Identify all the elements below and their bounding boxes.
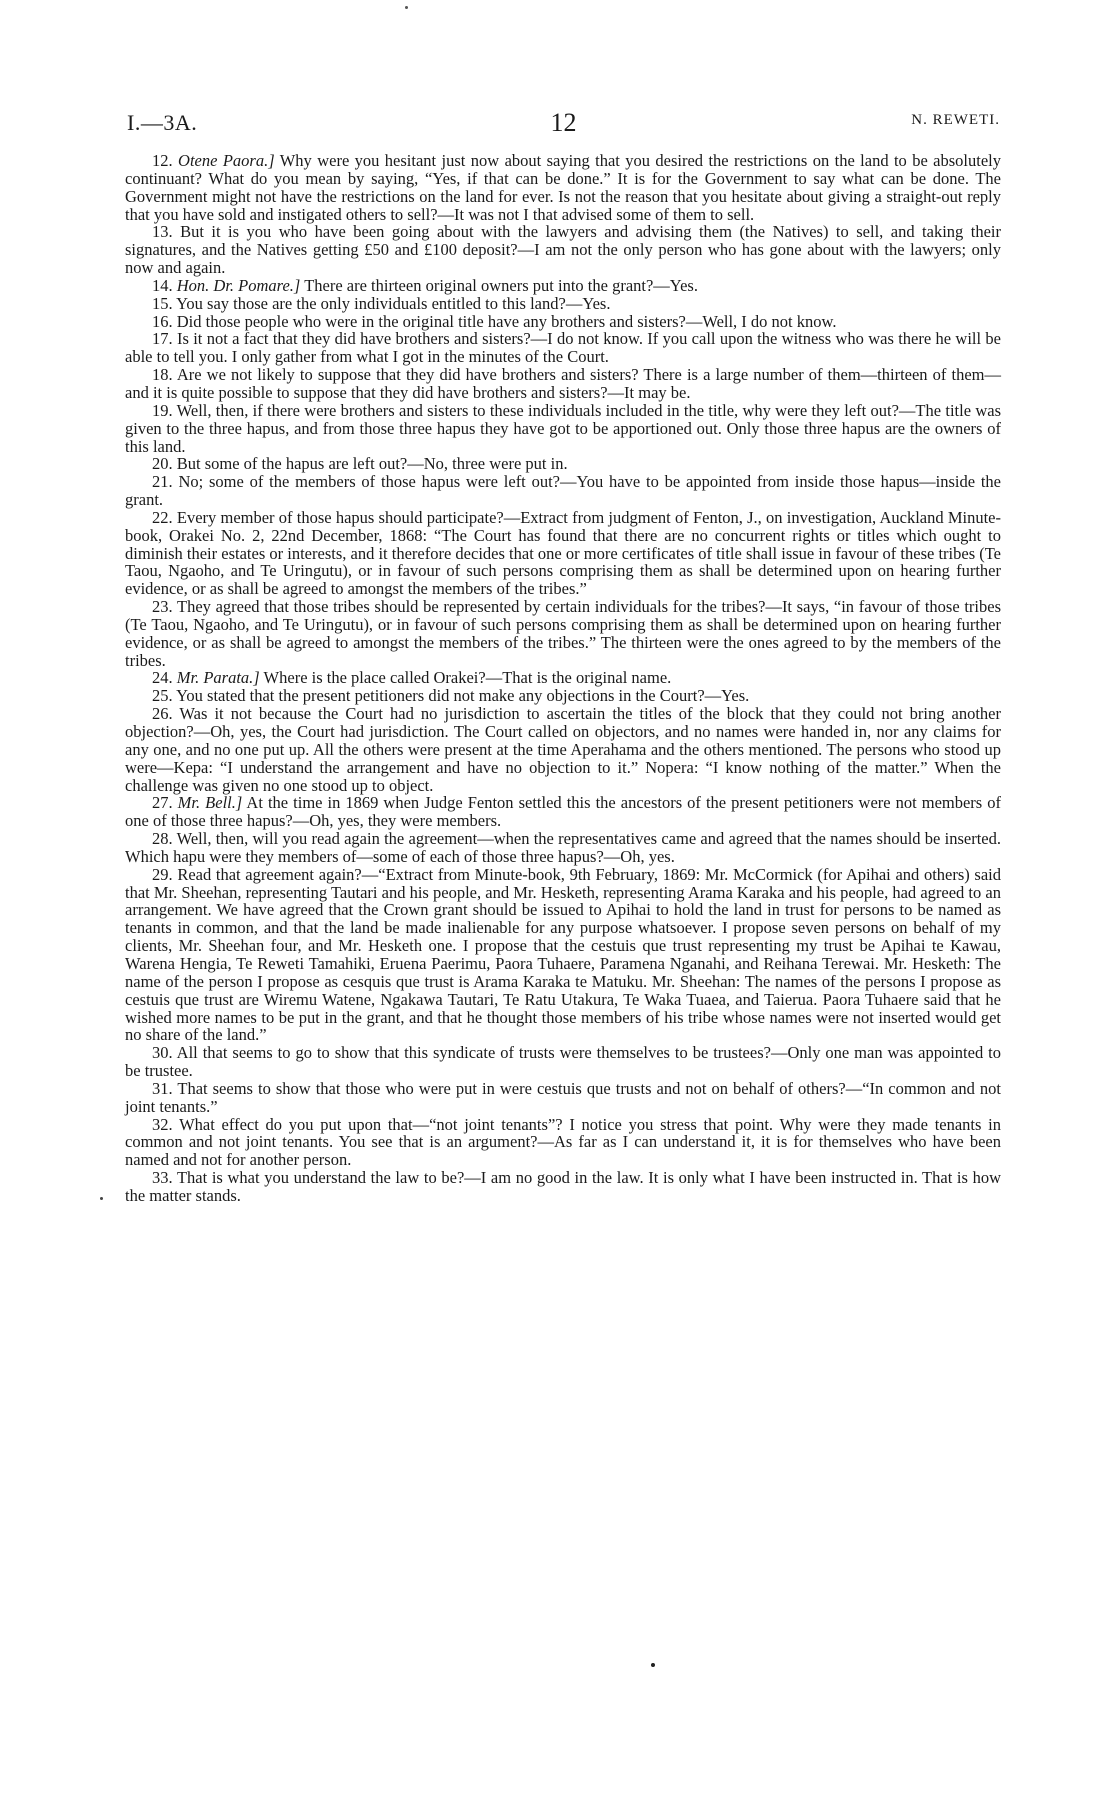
paragraph-text: All that seems to go to show that this syndicate of trusts were themselves to be trustees?—Only one man was appointed to be trustee. [125, 1043, 1001, 1081]
question-number: 26. [152, 704, 173, 724]
question-number: 24. [152, 668, 173, 688]
paragraph-16 [125, 313, 1001, 331]
question-number: 28. [152, 829, 173, 849]
margin-speck [100, 1197, 103, 1200]
paragraph-32 [125, 1116, 1001, 1170]
speaker-name: Otene Paora.] [178, 151, 275, 170]
question-number: 20. [152, 454, 173, 474]
paragraph-text: Why were you hesitant just now about saying that you desired the restrictions on the land to be absolutely continuant? What do you mean by saying, “Yes, if that can be done.” It is for the Government to say what can be done. The Government might not have the restrictions on the land for ever. Is not the reason that you hesitate about giving a straight-out reply that you have sold and instigated others to sell?—It was not I that advised some of them to sell. [125, 151, 1001, 224]
paragraph-text: Was it not because the Court had no jurisdiction to ascertain the titles of the block that they could not bring another objection?—Oh, yes, the Court had jurisdiction. The Court called on objectors, and no names were handed in, nor any claims for any one, and no one put up. All the others were present at the time Aperahama and the others mentioned. The persons who stood up were—Kepa: “I understand the arrangement and have no objection to it.” Nopera: “I know nothing of the matter.” When the challenge was given no one stood up to object. [125, 704, 1002, 795]
paragraph-14 [125, 277, 1001, 295]
question-number: 30. [152, 1043, 173, 1063]
paragraph-text: You say those are the only individuals entitled to this land?—Yes. [176, 293, 611, 313]
paragraph-text: Every member of those hapus should participate?—Extract from judgment of Fenton, J., on investigation, Auckland Minute-book, Orakei No. 2, 22nd December, 1868: “The Court has found that there are no concurrent rights or titles which ought to diminish their estates or interests, and it therefore decides that one or more certificates of title shall issue in favour of these tribes (Te Taou, Ngaoho, and Te Uringutu), or in favour of such persons comprising them as shall be determined upon on hearing further evidence, or as shall be agreed to amongst the members of the tribes.” [125, 507, 1001, 599]
paragraph-text: What effect do you put upon that—“not joint tenants”? I notice you stress that point. Why were they made tenants in common and not joint tenants. You see that is an argument?—As far as I can understand it, it is for themselves who have been named and not for another person. [125, 1114, 1002, 1170]
speaker-name: Mr. Parata.] [176, 668, 260, 688]
question-number: 17. [152, 329, 173, 349]
question-number: 13. [152, 222, 173, 242]
page-number: 12 [550, 108, 577, 137]
question-number: 33. [152, 1168, 173, 1188]
question-number: 21. [152, 472, 173, 492]
paragraph-13 [125, 223, 1001, 277]
page-header [127, 110, 1000, 140]
question-number: 14. [152, 275, 173, 295]
question-number: 19. [152, 400, 173, 420]
paragraph-24 [125, 669, 1001, 687]
paragraph-18 [125, 366, 1001, 402]
paragraph-33 [125, 1169, 1001, 1205]
question-number: 23. [152, 597, 173, 617]
paragraph-27 [125, 794, 1001, 830]
paragraph-text: But some of the hapus are left out?—No, three were put in. [176, 454, 568, 474]
paragraph-text: That is what you understand the law to be?—I am no good in the law. It is only what I have been instructed in. That is how the matter stands. [125, 1168, 1001, 1205]
testimony-body [125, 152, 1001, 1205]
paragraph-26 [125, 705, 1001, 794]
paragraph-text: At the time in 1869 when Judge Fenton settled this the ancestors of the present petitioners were not members of one of those three hapus?—Oh, yes, they were members. [125, 793, 1001, 831]
paragraph-text: Did those people who were in the original title have any brothers and sisters?—Well, I do not know. [176, 311, 837, 331]
series-reference: I.—3A. [127, 110, 198, 135]
speck-mark [651, 1663, 655, 1667]
paragraph-29 [125, 866, 1001, 1044]
speck-mark [405, 6, 408, 9]
question-number: 12. [152, 151, 173, 170]
witness-name: N. REWETI. [911, 112, 1000, 128]
paragraph-30 [125, 1044, 1001, 1080]
question-number: 22. [152, 507, 173, 527]
paragraph-text: Read that agreement again?—“Extract from Minute-book, 9th February, 1869: Mr. McCormick (for Apihai and others) said that Mr. Sheehan, representing Tautari and his people, and Mr. Hesketh, representing Arama Karaka and his people, had agreed to an arrangement. We have agreed that the Crown grant should be issued to Apihai to hold the land in trust for persons to be named as tenants in common, and that the land be made inalienable for any purpose whatsoever. I propose seven persons on behalf of my clients, Mr. Sheehan four, and Mr. Hesketh one. I propose that the cestuis que trust representing my trust be Apihai te Kawau, Warena Hengia, Te Reweti Tamahiki, Eruena Paerimu, Paora Tuhaere, Paramena Nganahi, and Reihana Terewai. Mr. Hesketh: The name of the person I propose as cesquis que trust is Arama Karaka te Matuku. Mr. Sheehan: The names of the persons I propose as cestuis que trust are Wiremu Watene, Ngakawa Tautari, Te Ratu Utakura, Te Waka Tuaea, and Taierua. Paora Tuhaere said that he wished more names to be put in the grant, and that he thought those members of his tribe whose names were not inserted would get no share of the land.” [125, 864, 1002, 1045]
paragraph-28 [125, 830, 1001, 866]
paragraph-text: Where is the place called Orakei?—That is the original name. [263, 668, 672, 688]
paragraph-17 [125, 330, 1001, 366]
speaker-name: Mr. Bell.] [177, 793, 243, 813]
question-number: 27. [152, 793, 173, 813]
paragraph-20 [125, 455, 1001, 473]
question-number: 31. [152, 1078, 173, 1098]
question-number: 16. [152, 311, 173, 331]
paragraph-19 [125, 402, 1001, 456]
paragraph-15 [125, 295, 1001, 313]
paragraph-text: There are thirteen original owners put into the grant?—Yes. [304, 275, 698, 295]
paragraph-text: Is it not a fact that they did have brothers and sisters?—I do not know. If you call upon the witness who was there he will be able to tell you. I only gather from what I got in the minutes of the Court. [125, 329, 1002, 367]
paragraph-text: You stated that the present petitioners did not make any objections in the Court?—Yes. [176, 686, 750, 706]
question-number: 29. [152, 864, 173, 884]
speaker-name: Hon. Dr. Pomare.] [176, 275, 301, 295]
paragraph-21 [125, 473, 1001, 509]
paragraph-text: No; some of the members of those hapus were left out?—You have to be appointed from inside those hapus—inside the grant. [125, 472, 1002, 510]
paragraph-23 [125, 598, 1001, 669]
question-number: 18. [152, 365, 173, 385]
paragraph-25 [125, 687, 1001, 705]
question-number: 32. [152, 1114, 173, 1134]
paragraph-text: Well, then, if there were brothers and sisters to these individuals included in the title, why were they left out?—The title was given to the three hapus, and from those three hapus they have got to be apportioned out. Only those three hapus are the owners of this land. [125, 400, 1001, 456]
paragraph-12 [125, 152, 1001, 223]
paragraph-text: Well, then, will you read again the agreement—when the representatives came and agreed that the names should be inserted. Which hapu were they members of—some of each of those three hapus?—Oh, yes. [125, 829, 1001, 866]
paragraph-text: They agreed that those tribes should be represented by certain individuals for the tribes?—It says, “in favour of those tribes (Te Taou, Ngaoho, and Te Uringutu), or in favour of such persons comprising them as shall be determined upon on hearing further evidence, or as shall be agreed to amongst the members of the tribes.” The thirteen were the ones agreed to by the members of the tribes. [125, 597, 1001, 670]
question-number: 25. [152, 686, 173, 706]
paragraph-text: But it is you who have been going about with the lawyers and advising them (the Natives) to sell, and taking their signatures, and the Natives getting £50 and £100 deposit?—I am not the only person who has gone about with the lawyers; only now and again. [125, 222, 1001, 278]
paragraph-22 [125, 509, 1001, 598]
paragraph-text: Are we not likely to suppose that they did have brothers and sisters? There is a large number of them—thirteen of them—and it is quite possible to suppose that they did have brothers and sisters?—It may be. [125, 365, 1001, 402]
paragraph-31 [125, 1080, 1001, 1116]
paragraph-text: That seems to show that those who were put in were cestuis que trusts and not on behalf of others?—“In common and not joint tenants.” [125, 1078, 1001, 1116]
question-number: 15. [152, 293, 173, 313]
